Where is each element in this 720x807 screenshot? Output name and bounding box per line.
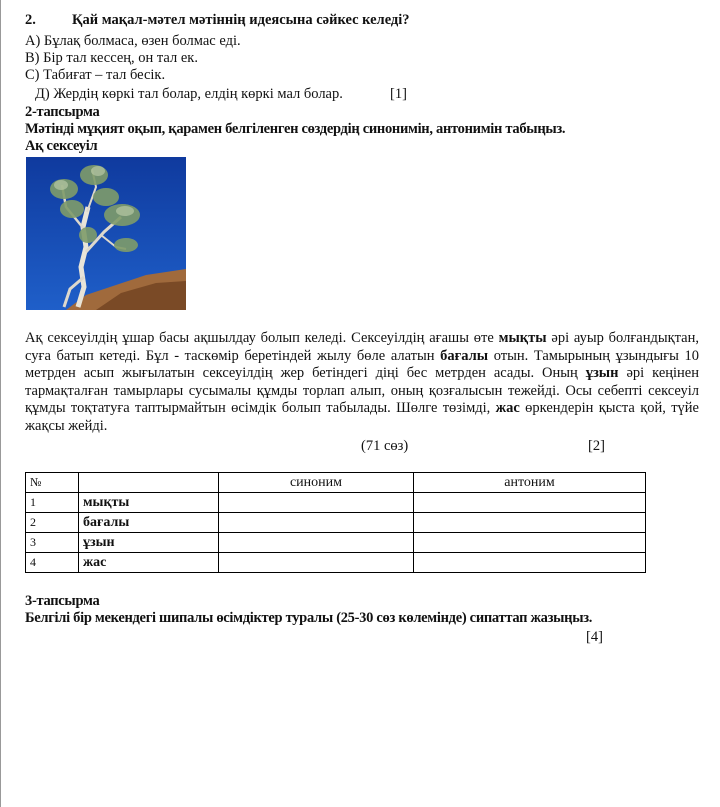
antonym-cell[interactable] <box>414 533 646 553</box>
row-number: 2 <box>26 513 79 533</box>
bold-word: ұзын <box>585 365 619 382</box>
paragraph-part: әрі ауыр болғандықтан, суға батып кетеді. Бұл - таскөмір беретіндей жылу бөле алатын <box>25 330 699 364</box>
question-2-marks: [1] <box>390 86 407 102</box>
header-antonym: антоним <box>414 473 646 493</box>
task-3-title: 3-тапсырма <box>25 593 100 609</box>
synonym-cell[interactable] <box>219 553 414 573</box>
paragraph-part: отын. Тамырының ұзындығы 10 метрден асып жығылатын сексеуілдің жер бетіндегі діңі бес метрден асады. Оның <box>25 347 699 382</box>
task-3-marks: [4] <box>586 629 603 645</box>
table-header-row <box>26 473 646 493</box>
question-text: Қай мақал-мәтел мәтіннің идеясына сәйкес келеді? <box>72 12 410 28</box>
bold-word: жас <box>495 400 520 417</box>
paragraph-part: Ақ сексеуілдің ұшар басы ақшылдау болып келеді. Сексеуілдің ағашы өте <box>25 330 499 346</box>
header-synonym: синоним <box>219 473 414 493</box>
saxaul-tree-photo <box>26 157 186 310</box>
header-number: № <box>26 473 79 493</box>
task-3-instruction: Белгілі бір мекендегі шипалы өсімдіктер туралы (25-30 сөз көлемінде) сипаттап жазыңыз. <box>25 610 593 626</box>
synonym-cell[interactable] <box>219 493 414 513</box>
header-word <box>79 473 219 493</box>
antonym-cell[interactable] <box>414 553 646 573</box>
antonym-cell[interactable] <box>414 493 646 513</box>
paragraph-part: әрі кеңінен тармақталған тамырлары сусымалы құмды торлап алып, оның қозғалысын тежейді. Осы себепті сексеуіл құмды тоқтатуға таптырмайтын өсімдік болып табылады. Шөлге төзімді, <box>25 365 699 417</box>
synonym-cell[interactable] <box>219 533 414 553</box>
word-count: (71 сөз) <box>361 438 409 454</box>
text-title: Ақ сексеуіл <box>25 138 98 154</box>
task-2-marks: [2] <box>588 438 605 454</box>
row-word: мықты <box>79 493 219 513</box>
option-c: C) Табиғат – тал бесік. <box>25 67 166 83</box>
row-number: 4 <box>26 553 79 573</box>
table-row <box>26 553 646 573</box>
row-word: бағалы <box>79 513 219 533</box>
antonym-cell[interactable] <box>414 513 646 533</box>
question-2 <box>25 12 410 29</box>
row-word: ұзын <box>79 533 219 553</box>
option-a: A) Бұлақ болмаса, өзен болмас еді. <box>25 33 241 49</box>
task-2-title: 2-тапсырма <box>25 104 100 120</box>
table-row <box>26 513 646 533</box>
question-number: 2. <box>25 12 36 28</box>
option-b: B) Бір тал кессең, он тал ек. <box>25 50 198 66</box>
table-row <box>26 533 646 553</box>
bold-word: бағалы <box>440 347 489 364</box>
table-row <box>26 493 646 513</box>
paragraph-part: өркендерін қыста қой, түйе жақсы жейді. <box>25 400 699 434</box>
option-d: Д) Жердің көркі тал болар, елдің көркі мал болар. <box>35 86 343 102</box>
row-number: 3 <box>26 533 79 553</box>
row-word: жас <box>79 553 219 573</box>
task-2-instruction: Мәтінді мұқият оқып, қарамен белгіленген сөздердің синонимін, антонимін табыңыз. <box>25 121 566 137</box>
text-paragraph <box>25 330 699 436</box>
synonym-antonym-table <box>25 472 646 573</box>
synonym-cell[interactable] <box>219 513 414 533</box>
bold-word: мықты <box>498 330 547 346</box>
row-number: 1 <box>26 493 79 513</box>
